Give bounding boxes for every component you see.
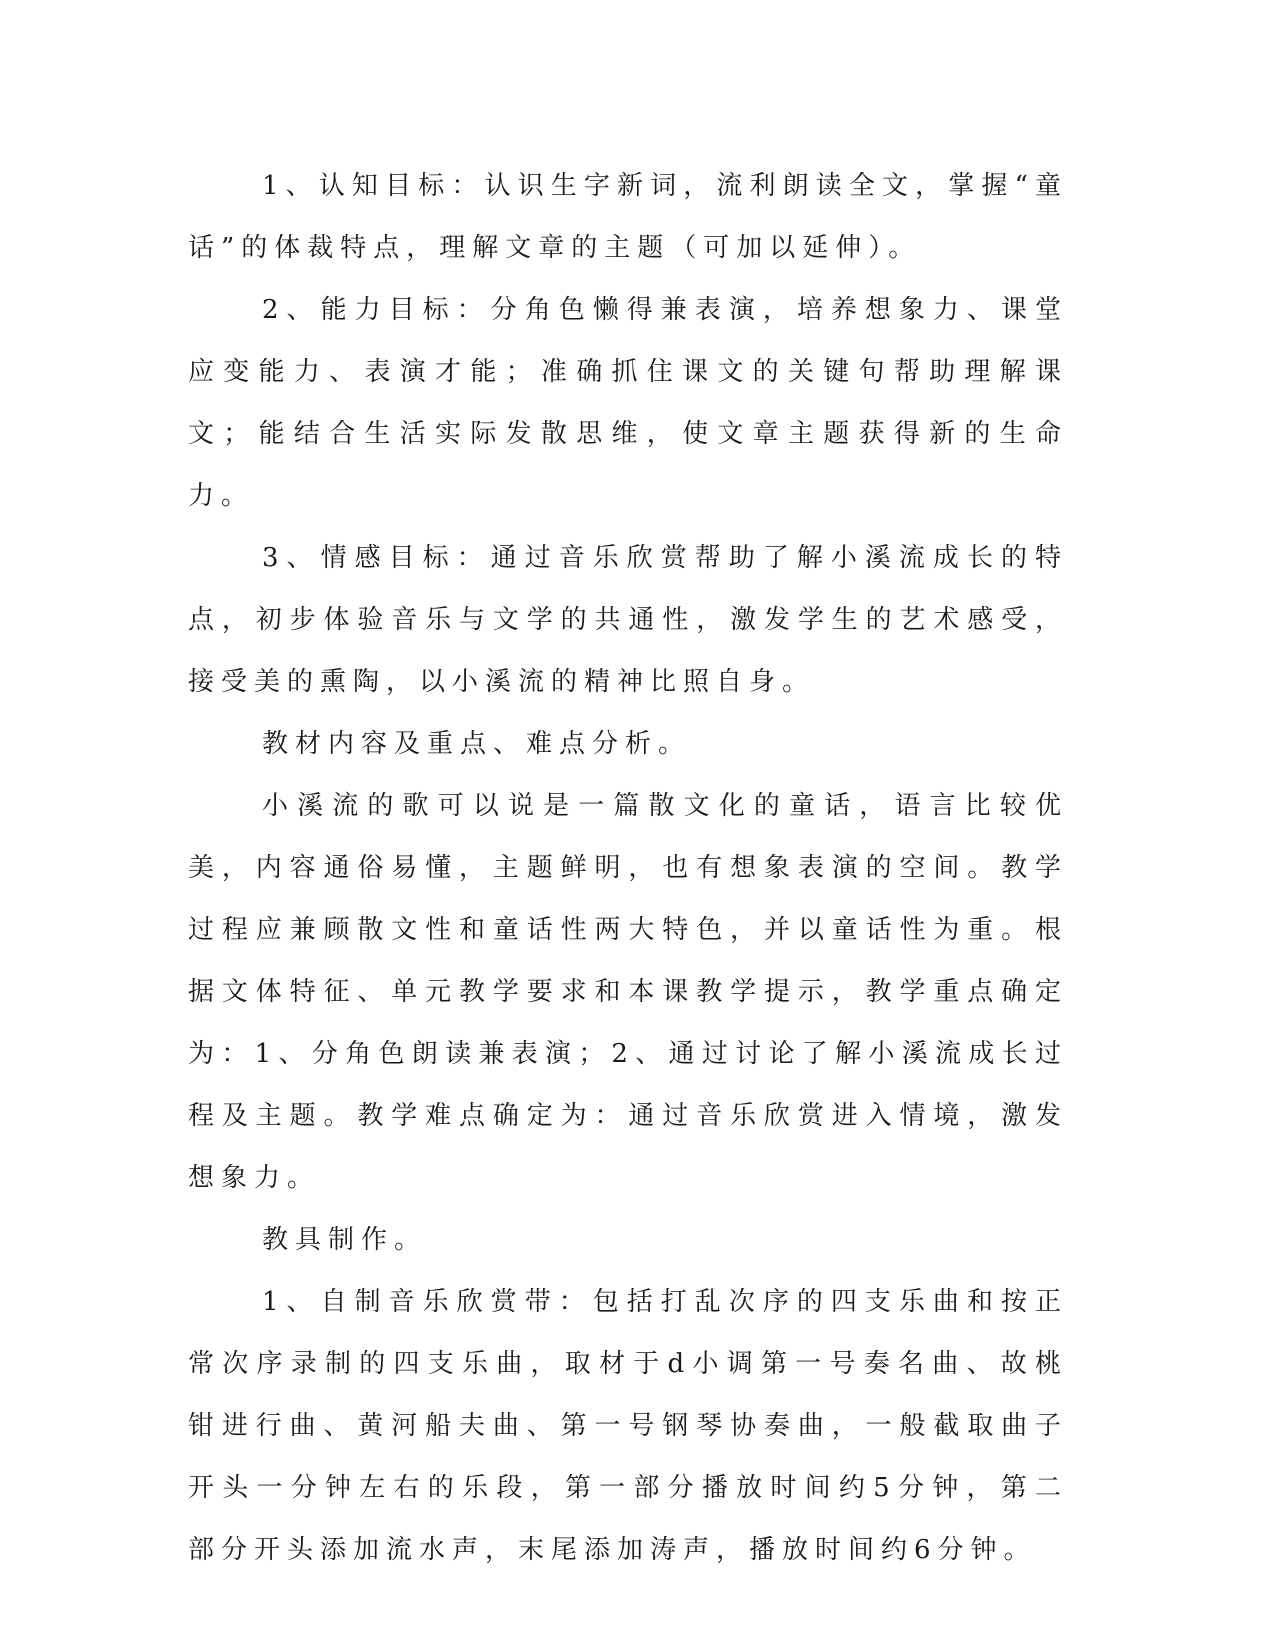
paragraph-cognitive-goal: 1、认知目标：认识生字新词，流利朗读全文，掌握“童话”的体裁特点，理解文章的主题（可加以延伸）。	[188, 171, 1068, 263]
section-heading-content-analysis: 教材内容及重点、难点分析。	[262, 729, 692, 759]
document-body	[188, 155, 1068, 1581]
paragraph-emotional-goal: 3、情感目标：通过音乐欣赏帮助了解小溪流成长的特点，初步体验音乐与文学的共通性，激发学生的艺术感受，接受美的熏陶，以小溪流的精神比照自身。	[188, 543, 1068, 697]
paragraph-music-tape: 1、自制音乐欣赏带：包括打乱次序的四支乐曲和按正常次序录制的四支乐曲，取材于d小调第一号奏名曲、故桃钳进行曲、黄河船夫曲、第一号钢琴协奏曲，一般截取曲子开头一分钟左右的乐段，第一部分播放时间约5分钟，第二部分开头添加流水声，末尾添加涛声，播放时间约6分钟。	[188, 1287, 1068, 1565]
section-heading-teaching-aids: 教具制作。	[262, 1225, 428, 1255]
paragraph-content-analysis: 小溪流的歌可以说是一篇散文化的童话，语言比较优美，内容通俗易懂，主题鲜明，也有想象表演的空间。教学过程应兼顾散文性和童话性两大特色，并以童话性为重。根据文体特征、单元教学要求和本课教学提示，教学重点确定为：1、分角色朗读兼表演；2、通过讨论了解小溪流成长过程及主题。教学难点确定为：通过音乐欣赏进入情境，激发想象力。	[188, 791, 1068, 1193]
paragraph-ability-goal: 2、能力目标：分角色懒得兼表演，培养想象力、课堂应变能力、表演才能；准确抓住课文的关键句帮助理解课文；能结合生活实际发散思维，使文章主题获得新的生命力。	[188, 295, 1068, 511]
